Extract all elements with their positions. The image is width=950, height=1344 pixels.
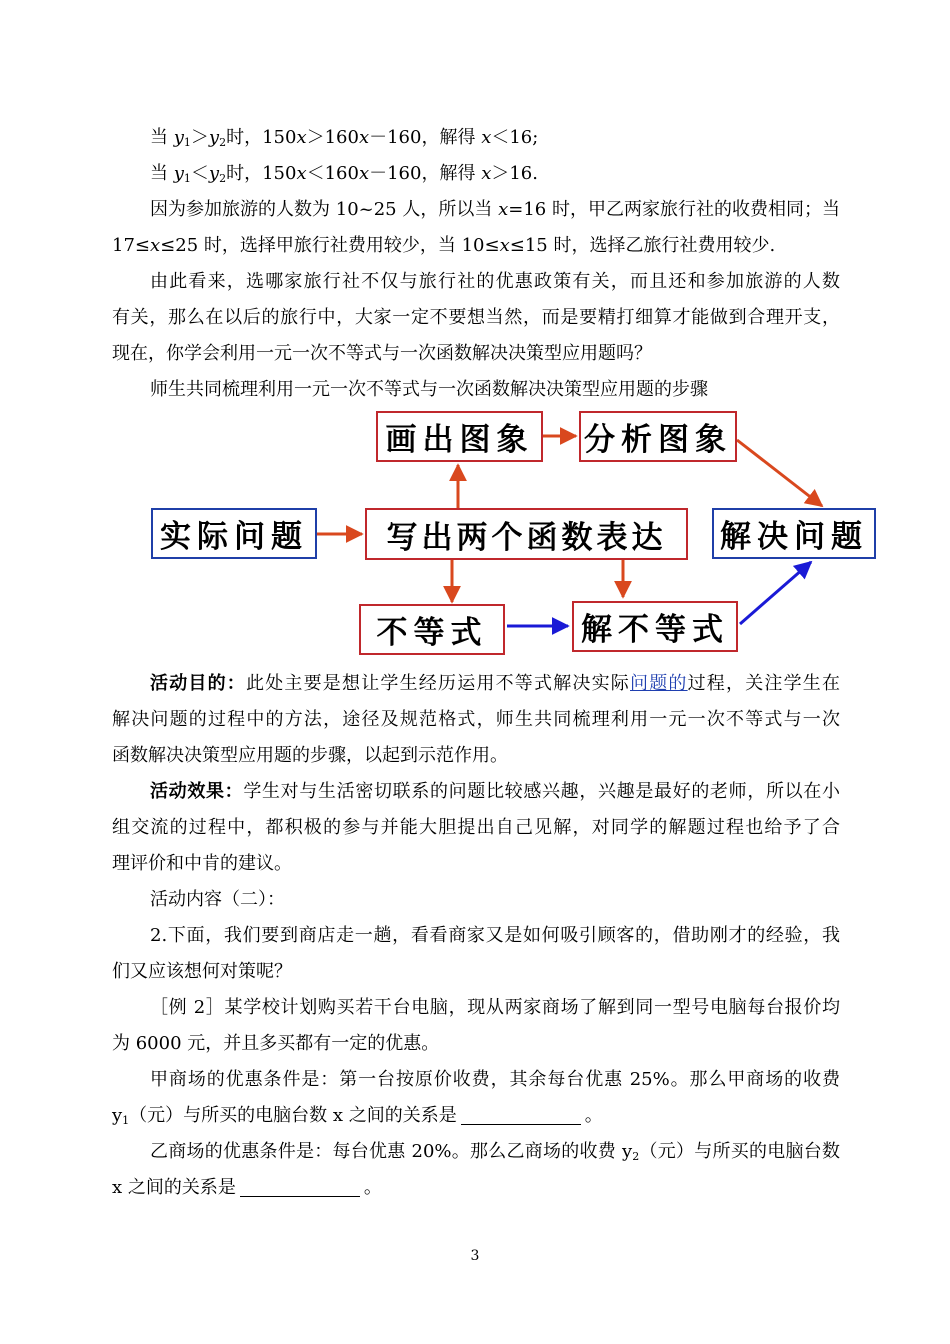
paragraph-store-intro-line2: 们又应该想何对策呢？ [112, 961, 292, 982]
paragraph-case-greater: 当 $y_1>y_2$时，150x＞160x－160，解得 x＜16; [150, 127, 539, 149]
arrow-solve-inequality-to-solve [740, 562, 811, 624]
paragraph-activity-purpose-line3: 函数解决决策型应用题的步骤，以起到示范作用。 [112, 745, 508, 766]
link-problem[interactable]: 问题的 [630, 673, 688, 694]
paragraph-activity-purpose-line2: 解决问题的过程中的方法，途径及规范格式，师生共同梳理利用一元一次不等式与一次 [112, 709, 840, 730]
paragraph-example2-line2: 为 6000 元，并且多买都有一定的优惠。 [112, 1033, 440, 1054]
paragraph-activity-effect-line1: 活动效果：学生对与生活密切联系的问题比较感兴趣，兴趣是最好的老师，所以在小 [150, 781, 841, 802]
paragraph-store-a-line1: 甲商场的优惠条件是：第一台按原价收费，其余每台优惠 25%。那么甲商场的收费 [150, 1069, 840, 1090]
paragraph-activity-effect-line3: 理评价和中肯的建议。 [112, 853, 292, 874]
paragraph-store-b-line2: x 之间的关系是 。 [112, 1177, 382, 1198]
step-inequality: 不等式 [359, 604, 505, 655]
paragraph-steps-intro: 师生共同梳理利用一元一次不等式与一次函数解决决策型应用题的步骤 [150, 379, 708, 400]
paragraph-store-intro-line1: 2.下面，我们要到商店走一趟，看看商家又是如何吸引顾客的，借助刚才的经验，我 [150, 925, 840, 946]
paragraph-reflection-line3: 现在，你学会利用一元一次不等式与一次函数解决决策型应用题吗？ [112, 343, 652, 364]
paragraph-store-b-line1: 乙商场的优惠条件是：每台优惠 20%。那么乙商场的收费 $y_2$（元）与所买的电脑台数 [150, 1141, 841, 1163]
paragraph-example2-line1: ［例 2］某学校计划购买若干台电脑，现从两家商场了解到同一型号电脑每台报价均 [150, 997, 840, 1018]
paragraph-store-a-line2: $y_1$（元）与所买的电脑台数 x 之间的关系是 。 [112, 1105, 603, 1127]
step-draw-graph: 画出图象 [376, 411, 543, 462]
page-number: 3 [470, 1248, 480, 1264]
step-solve-problem: 解决问题 [712, 508, 876, 559]
paragraph-case-less: 当 $y_1<y_2$时，150x＜160x－160，解得 x＞16. [150, 163, 538, 185]
step-analyze-graph: 分析图象 [579, 411, 737, 462]
step-write-functions: 写出两个函数表达 [365, 508, 688, 560]
paragraph-activity-content-2: 活动内容（二）： [150, 889, 285, 910]
paragraph-reflection-line2: 有关，那么在以后的旅行中，大家一定不要想当然，而是要精打细算才能做到合理开支， [112, 307, 840, 328]
paragraph-conclusion-line1: 因为参加旅游的人数为 10~25 人，所以当 x=16 时，甲乙两家旅行社的收费相同；当 [150, 199, 840, 220]
paragraph-reflection-line1: 由此看来，选哪家旅行社不仅与旅行社的优惠政策有关，而且还和参加旅游的人数 [150, 271, 840, 292]
paragraph-conclusion-line2: 17≤x≤25 时，选择甲旅行社费用较少，当 10≤x≤15 时，选择乙旅行社费用较少. [112, 235, 776, 256]
step-solve-inequality: 解不等式 [572, 601, 738, 652]
answer-blank-store-a[interactable] [461, 1106, 581, 1125]
step-real-problem: 实际问题 [151, 508, 317, 559]
answer-blank-store-b[interactable] [240, 1178, 360, 1197]
paragraph-activity-purpose-line1: 活动目的：此处主要是想让学生经历运用不等式解决实际问题的过程，关注学生在 [150, 673, 841, 694]
arrow-analyze-to-solve [737, 440, 822, 506]
paragraph-activity-effect-line2: 组交流的过程中，都积极的参与并能大胆提出自己见解，对同学的解题过程也给予了合 [112, 817, 840, 838]
